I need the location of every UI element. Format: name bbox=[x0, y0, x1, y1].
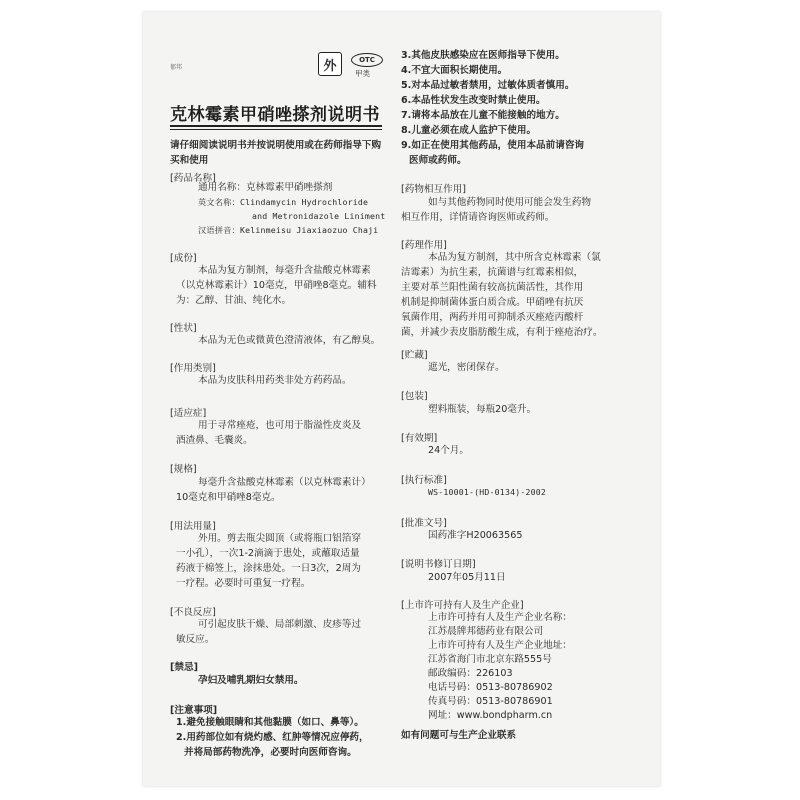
usage-line-3: 药液于棉签上，涂抹患处。一日3次，2周为 bbox=[176, 563, 361, 574]
category-text: 本品为皮肤科用药类非处方药药品。 bbox=[198, 375, 352, 386]
pharmacology-line-6: 菌，并减少表皮脂肪酸生成，有利于痤疮治疗。 bbox=[401, 327, 603, 338]
pharmacology-line-4: 机制是抑制菌体蛋白质合成。甲硝唑有抗厌 bbox=[401, 297, 584, 308]
intro-notice: 请仔细阅读说明书并按说明使用或在药师指导下购买和使用 bbox=[170, 140, 382, 166]
caution-item-2-cont: 并将局部药物洗净，必要时向医师咨询。 bbox=[184, 747, 357, 758]
section-heading-interaction: [药物相互作用] bbox=[401, 184, 467, 195]
interaction-line-2: 相互作用，详情请咨询医师或药师。 bbox=[401, 212, 555, 223]
section-heading-holder: [上市许可持有人及生产企业] bbox=[401, 600, 524, 611]
section-heading-usage: [用法用量] bbox=[170, 521, 216, 532]
caution-item-8: 8.儿童必须在成人监护下使用。 bbox=[401, 125, 537, 136]
brand-mark: 郁邦 bbox=[170, 64, 183, 71]
composition-line-3: 为：乙醇、甘油、纯化水。 bbox=[176, 295, 292, 306]
section-heading-spec: [规格] bbox=[170, 464, 197, 475]
indication-line-1: 用于寻常痤疮，也可用于脂溢性皮炎及 bbox=[198, 420, 362, 431]
document-title: 克林霉素甲硝唑搽剂说明书 bbox=[170, 105, 380, 125]
caution-item-9-cont: 医师或药师。 bbox=[409, 155, 467, 166]
section-heading-adverse: [不良反应] bbox=[170, 607, 216, 618]
composition-line-2: （以克林霉素计）10毫克，甲硝唑8毫克。辅料 bbox=[176, 280, 377, 291]
spec-line-1: 每毫升含盐酸克林霉素（以克林霉素计） bbox=[198, 477, 371, 488]
section-heading-composition: [成份] bbox=[170, 253, 197, 264]
holder-address-label: 上市许可持有人及生产企业地址： bbox=[428, 640, 572, 651]
spec-line-2: 10毫克和甲硝唑8毫克。 bbox=[176, 492, 281, 503]
contraindication-text: 孕妇及哺乳期妇女禁用。 bbox=[198, 675, 304, 686]
section-heading-character: [性状] bbox=[170, 323, 197, 334]
character-text: 本品为无色或微黄色澄清液体，有乙醇臭。 bbox=[198, 335, 381, 346]
package-text: 塑料瓶装，每瓶20毫升。 bbox=[428, 404, 537, 415]
interaction-line-1: 如与其他药物同时使用可能会发生药物 bbox=[428, 197, 592, 208]
adverse-line-1: 可引起皮肤干燥、局部刺激、皮疹等过 bbox=[198, 619, 362, 630]
caution-item-6: 6.本品性状发生改变时禁止使用。 bbox=[401, 95, 546, 106]
section-heading-standard: [执行标准] bbox=[401, 475, 447, 486]
caution-item-4: 4.不宜大面积长期使用。 bbox=[401, 65, 508, 76]
holder-postcode: 邮政编码：226103 bbox=[428, 668, 513, 679]
revision-date: 2007年05月11日 bbox=[428, 572, 506, 583]
holder-phone: 电话号码：0513-80786902 bbox=[428, 682, 553, 693]
holder-name-label: 上市许可持有人及生产企业名称： bbox=[428, 612, 572, 623]
pharmacology-line-3: 主要对革兰阳性菌有较高抗菌活性，其作用 bbox=[401, 282, 584, 293]
holder-fax: 传真号码：0513-80786901 bbox=[428, 696, 553, 707]
storage-text: 遮光，密闭保存。 bbox=[428, 362, 505, 373]
composition-line-1: 本品为复方制剂，每毫升含盐酸克林霉素 bbox=[198, 265, 371, 276]
section-heading-indication: [适应症] bbox=[170, 408, 207, 419]
adverse-line-2: 敏反应。 bbox=[176, 634, 215, 645]
caution-item-9: 9.如正在使用其他药品，使用本品前请咨询 bbox=[401, 140, 585, 151]
approval-number: 国药准字H20063565 bbox=[428, 530, 523, 541]
section-heading-category: [作用类别] bbox=[170, 363, 216, 374]
holder-name: 江苏晨牌邦德药业有限公司 bbox=[428, 626, 544, 637]
usage-line-2: 一小孔），一次1-2滴滴于患处，或蘸取适量 bbox=[176, 548, 360, 559]
caution-item-7: 7.请将本品放在儿童不能接触的地方。 bbox=[401, 110, 565, 121]
otc-badge: OTC bbox=[351, 53, 383, 67]
section-heading-validity: [有效期] bbox=[401, 433, 438, 444]
section-heading-revision: [说明书修订日期] bbox=[401, 559, 476, 570]
english-name: 英文名称：Clindamycin Hydrochloride bbox=[198, 197, 369, 207]
standard-text: WS-10001-(HD-0134)-2002 bbox=[428, 487, 546, 497]
section-heading-package: [包装] bbox=[401, 391, 428, 402]
section-heading-pharmacology: [药理作用] bbox=[401, 240, 447, 251]
pharmacology-line-2: 洁霉素）为抗生素，抗菌谱与红霉素相似， bbox=[401, 267, 584, 278]
section-heading-contraindication: [禁忌] bbox=[170, 662, 198, 673]
section-heading-approval: [批准文号] bbox=[401, 518, 447, 529]
holder-address: 江苏省海门市北京东路555号 bbox=[428, 654, 552, 665]
otc-class-label: 甲类 bbox=[355, 69, 370, 78]
validity-text: 24个月。 bbox=[428, 445, 469, 456]
title-rule-thin bbox=[170, 129, 382, 130]
section-heading-cautions: [注意事项] bbox=[170, 705, 218, 716]
pinyin-name: 汉语拼音：Kelinmeisu Jiaxiaozuo Chaji bbox=[198, 225, 379, 235]
generic-name: 通用名称：克林霉素甲硝唑搽剂 bbox=[198, 182, 333, 193]
section-heading-storage: [贮藏] bbox=[401, 350, 428, 361]
section-heading-drug-name: [药品名称] bbox=[170, 173, 216, 184]
caution-item-5: 5.对本品过敏者禁用，过敏体质者慎用。 bbox=[401, 80, 575, 91]
external-use-badge: 外 bbox=[318, 52, 342, 76]
usage-line-4: 一疗程。必要时可重复一疗程。 bbox=[176, 578, 311, 589]
english-name-cont: and Metronidazole Liniment bbox=[252, 211, 386, 221]
pharmacology-line-1: 本品为复方制剂，其中所含克林霉素（氯 bbox=[428, 252, 601, 263]
caution-item-3: 3.其他皮肤感染应在医师指导下使用。 bbox=[401, 50, 565, 61]
title-rule bbox=[170, 125, 382, 127]
usage-line-1: 外用。剪去瓶尖圆顶（或将瓶口铝箔穿 bbox=[198, 533, 362, 544]
pharmacology-line-5: 氧菌作用，两药并用可抑制杀灭痤疮丙酸杆 bbox=[401, 312, 584, 323]
contact-footer: 如有问题可与生产企业联系 bbox=[401, 730, 517, 741]
indication-line-2: 酒渣鼻、毛囊炎。 bbox=[176, 435, 253, 446]
holder-website: 网址：www.bondpharm.cn bbox=[428, 710, 553, 721]
caution-item-1: 1.避免接触眼睛和其他黏膜（如口、鼻等）。 bbox=[176, 717, 364, 728]
caution-item-2: 2.用药部位如有烧灼感、红肿等情况应停药， bbox=[176, 732, 369, 743]
